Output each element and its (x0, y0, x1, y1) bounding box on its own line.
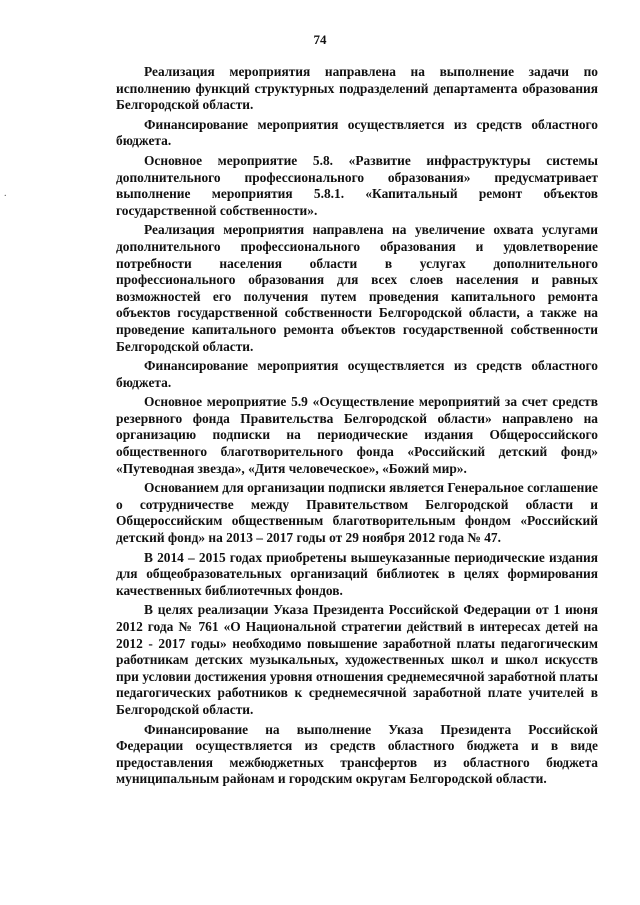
page-number: 74 (313, 32, 327, 47)
document-body (116, 64, 598, 791)
paragraph-1: Реализация мероприятия направлена на выполнение задачи по исполнению функций структурных подразделений департамента образования Белгородской области. (116, 64, 598, 113)
paragraph-2: Финансирование мероприятия осуществляется из средств областного бюджета. (116, 116, 598, 149)
paragraph-9: В целях реализации Указа Президента Российской Федерации от 1 июня 2012 года № 761 «О Национальной стратегии действий в интересах детей на 2012 - 2017 годы» необходимо повышение заработной платы педагогическим работникам детских музыкальных, художественных школ и школ искусств при условии достижения уровня отношения среднемесячной заработной платы педагогических работников к среднемесячной заработной плате учителей в Белгородской области. (116, 602, 598, 717)
paragraph-3: Основное мероприятие 5.8. «Развитие инфраструктуры системы дополнительного профессионального образования» предусматривает выполнение мероприятия 5.8.1. «Капитальный ремонт объектов государственной собственности». (116, 152, 598, 218)
paragraph-10: Финансирование на выполнение Указа Президента Российской Федерации осуществляется из средств областного бюджета и в виде предоставления межбюджетных трансфертов из областного бюджета муниципальным районам и городским округам Белгородской области. (116, 721, 598, 787)
paragraph-5: Финансирование мероприятия осуществляется из средств областного бюджета. (116, 358, 598, 390)
paragraph-4: Реализация мероприятия направлена на увеличение охвата услугами дополнительного профессионального образования и удовлетворение потребности населения области в услугах дополнительного профессионального образования для всех слоев населения и равных возможностей его получения путем проведения капитального ремонта объектов государственной собственности Белгородской области, а также на проведение капитального ремонта объектов государственной собственности Белгородской области. (116, 222, 598, 354)
paragraph-6: Основное мероприятие 5.9 «Осуществление мероприятий за счет средств резервного фонда Правительства Белгородской области» направлено на организацию подписки на периодические издания Общероссийского общественного благотворительного фонда «Российский детский фонд» «Путеводная звезда», «Дитя человеческое», «Божий мир». (116, 394, 598, 476)
margin-mark: . (4, 188, 7, 199)
paragraph-7: Основанием для организации подписки является Генеральное соглашение о сотрудничестве между Правительством Белгородской области и Общероссийским общественным благотворительным фондом «Российский детский фонд» на 2013 – 2017 годы от 29 ноября 2012 года № 47. (116, 480, 598, 546)
paragraph-8: В 2014 – 2015 годах приобретены вышеуказанные периодические издания для общеобразовательных организаций библиотек в целях формирования качественных библиотечных фондов. (116, 549, 598, 598)
